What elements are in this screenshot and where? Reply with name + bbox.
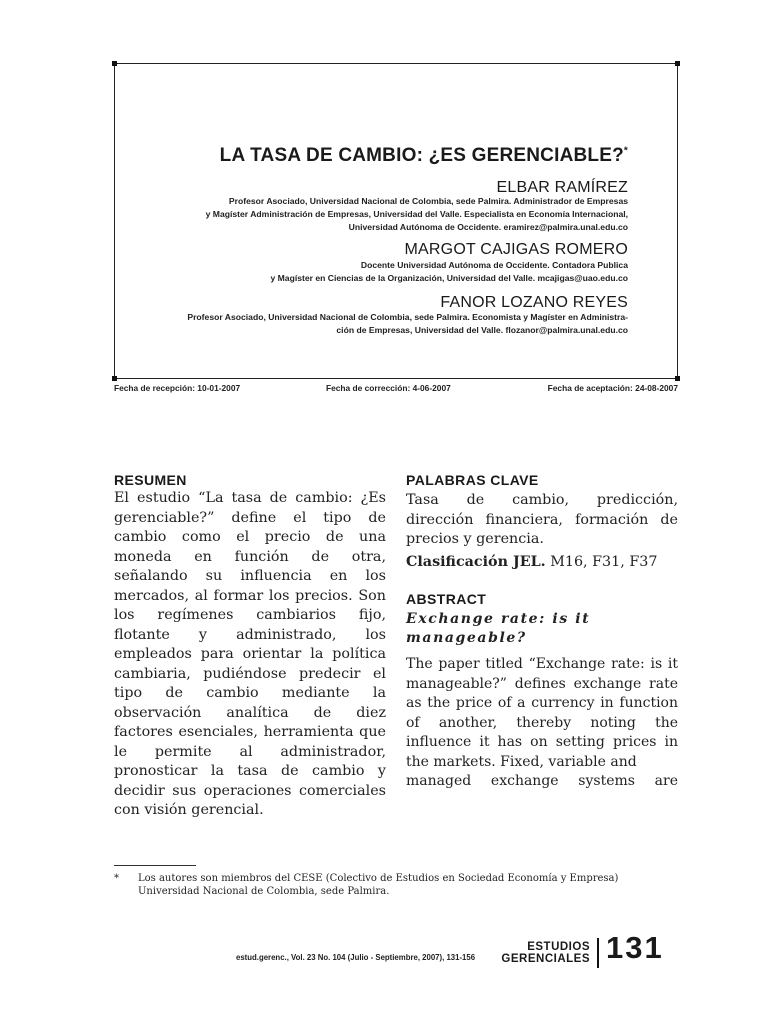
frame-corner-mark xyxy=(675,376,680,381)
journal-citation: estud.gerenc., Vol. 23 No. 104 (Julio - Septiembre, 2007), 131-156 xyxy=(236,953,476,962)
keywords-text: Tasa de cambio, predicción, dirección financiera, formación de precios y gerencia. xyxy=(406,492,678,547)
abstract-text-last-line: managed exchange systems are xyxy=(406,773,678,789)
footnote-marker: * xyxy=(114,873,119,884)
title-footnote-marker: * xyxy=(623,145,628,157)
journal-name-line2: GERENCIALES xyxy=(501,953,590,965)
author-name: FANOR LOZANO REYES xyxy=(440,294,628,311)
abstract-text-main: The paper titled “Exchange rate: is it manageable?” defines exchange rate as the price of a currency in function of another, thereby noting the influence it has on setting prices in the markets. Fixed, variable and xyxy=(406,656,678,770)
footnote-rule xyxy=(114,865,196,866)
keywords-heading: PALABRAS CLAVE xyxy=(406,472,539,488)
abstract-heading: ABSTRACT xyxy=(406,591,487,607)
frame-corner-mark xyxy=(675,61,680,66)
page-number-divider xyxy=(597,938,599,968)
abstract-subtitle: Exchange rate: is it manageable? xyxy=(406,611,591,646)
footnote-text: Los autores son miembros del CESE (Colectivo de Estudios en Sociedad Economía y Empresa) Universidad Nacional de Colombia, sede Palmira. xyxy=(138,873,619,897)
date-accepted: Fecha de aceptación: 24-08-2007 xyxy=(547,383,678,393)
resumen-heading: RESUMEN xyxy=(114,472,187,488)
frame-corner-mark xyxy=(112,376,117,381)
author-affiliation: Profesor Asociado, Universidad Nacional de Colombia, sede Palmira. Administrador de Empresas y Magíster Administración de Empresas, Universidad del Valle. Especialista en Economía Internacional, Universidad Autónoma de Occidente. eramirez@palmira.unal.edu.co xyxy=(205,196,628,232)
date-corrected: Fecha de corrección: 4-06-2007 xyxy=(326,383,451,393)
frame-corner-mark xyxy=(112,61,117,66)
journal-name-line1: ESTUDIOS xyxy=(527,941,590,953)
author-name: ELBAR RAMÍREZ xyxy=(496,179,628,196)
jel-label: Clasificación JEL. xyxy=(406,554,546,570)
jel-classification xyxy=(406,554,678,570)
page-number: 131 xyxy=(606,930,664,965)
article-title: LA TASA DE CAMBIO: ¿ES GERENCIABLE?* xyxy=(219,145,628,166)
abstract-text xyxy=(406,655,678,792)
author-name: MARGOT CAJIGAS ROMERO xyxy=(404,241,628,258)
author-affiliation: Docente Universidad Autónoma de Occidente. Contadora Publica y Magíster en Ciencias de la Organización, Universidad del Valle. mcajigas@uao.edu.co xyxy=(270,260,628,283)
date-received: Fecha de recepción: 10-01-2007 xyxy=(114,383,241,393)
jel-codes: M16, F31, F37 xyxy=(550,554,658,570)
resumen-text: El estudio “La tasa de cambio: ¿Es gerenciable?” define el tipo de cambio como el precio de una moneda en función de otra, señalando su influencia en los mercados, al formar los precios. Son los regímenes cambiarios fijo, flotante y administrado, los empleados para orientar la política cambiaria, pudiéndose predecir el tipo de cambio mediante la observación analítica de diez factores esenciales, herramienta que le permite al administrador, pronosticar la tasa de cambio y decidir sus operaciones comerciales con visión gerencial. xyxy=(114,490,386,818)
author-affiliation: Profesor Asociado, Universidad Nacional de Colombia, sede Palmira. Economista y Magíster en Administra- ción de Empresas, Universidad del Valle. flozanor@palmira.unal.edu.co xyxy=(187,312,628,335)
